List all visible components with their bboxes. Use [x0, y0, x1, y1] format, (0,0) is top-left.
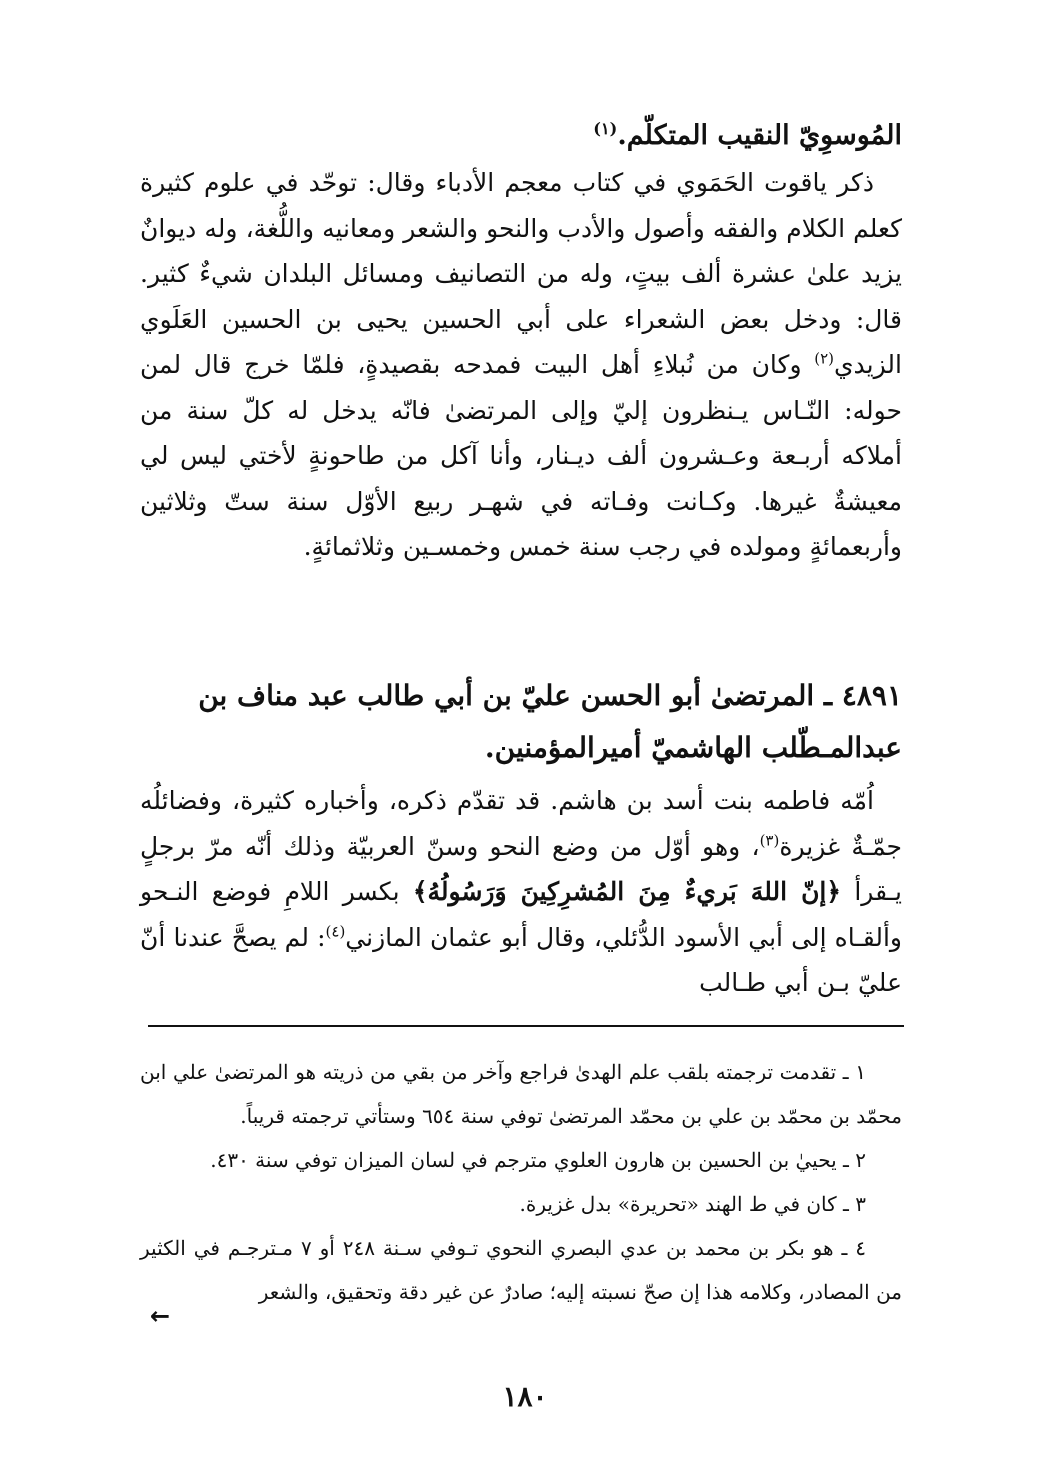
- footnotes: [140, 1050, 902, 1314]
- footnote-ref-3: (٣): [759, 831, 780, 850]
- entry-body-text-2: ، وهو أوّل من وضع النحو وسنّ العربيّة وذلك أنّه مرّ برجلٍ يـقرأ: [140, 831, 903, 906]
- entry-body-text-3: بكسر اللامِ فوضع النـحو وألقـاه إلى أبي الأسود الدُّئلي، وقال أبو عثمان المازني: [140, 877, 902, 952]
- footnote-1: ١ ـ تقدمت ترجمته بلقب علم الهدىٰ فراجع وآخر من بقي من ذريته هو المرتضىٰ علي ابن محمّد بن محمّد بن علي بن محمّد المرتضىٰ توفي سنة ٦٥٤ وستأتي ترجمته قريباً.: [140, 1060, 902, 1128]
- entry-continuation-paragraph-text: ذكر ياقوت الحَمَوي في كتاب معجم الأدباء وقال: توحّد في علوم كثيرة كعلم الكلام والفقه وأصول والأدب والنحو والشعر ومعانيه واللُّغة، وله ديوانٌ يزيد علىٰ عشرة ألف بيتٍ، وله من التصانيف ومسائل البلدان شيءٌ كثير. قال: ودخل بعض الشعراء على أبي الحسين يحيى بن الحسين العَلَوي الزيدي: [140, 168, 902, 379]
- entry-heading: ٤٨٩١ ـ المرتضىٰ أبو الحسن عليّ بن أبي طالب عبد مناف بن عبدالمـطّلب الهاشميّ أميرالمؤمنين.: [198, 679, 902, 764]
- page-number: ١٨٠: [502, 1380, 548, 1413]
- footnote-2: ٢ ـ يحييٰ بن الحسين بن هارون العلوي مترجم في لسان الميزان توفي سنة ٤٣٠.: [210, 1148, 866, 1172]
- entry-continuation: [140, 112, 902, 570]
- continuation-arrow-icon: ←: [150, 1302, 171, 1330]
- footnote-separator: [148, 1025, 904, 1027]
- footnote-4: ٤ ـ هو بكر بن محمد بن عدي البصري النحوي تـوفي سـنة ٢٤٨ أو ٧ مـترجـم في الكثير من المصادر، وكلامه هذا إن صحّ نسبته إليه؛ صادرٌ عن غير دقة وتحقيق، والشعر: [140, 1236, 902, 1304]
- entry-continuation-paragraph-tail: وكان من نُبلاءِ أهل البيت فمدحه بقصيدةٍ، فلمّا خرج قال لمن حوله: النّـاس يـنظرون إليّ وإلى المرتضىٰ فانّه يدخل له كلّ سنة من أملاكه أربـعة وعـشرون ألف ديـنار، وأنا آكل من طاحونةٍ لأختي ليس لي معيشةٌ غيرها. وكـانت وفـاته في شهـر ربيع الأوّل سنة ستّ وثلاثين وأربعمائةٍ ومولده في رجب سنة خمس وخمسـين وثلاثمائةٍ.: [140, 350, 902, 561]
- entry-continuation-paragraph: [140, 160, 902, 570]
- footnote-ref-1: (١): [593, 119, 618, 138]
- entry-body-text-4: : لم يصحَّ عندنا أنّ عليّ بـن أبي طـالب: [140, 922, 902, 997]
- entry-continuation-first-line-text: المُوسوِيّ النقيب المتكلّم.: [617, 120, 902, 151]
- quran-verse: ﴿إنّ اللهَ بَريءٌ مِنَ المُشرِكِينَ وَرَسُولُهُ﴾: [412, 877, 842, 906]
- entry-continuation-first-line: [140, 112, 902, 160]
- entry-body-text-1: اُمّه فاطمه بنت أسد بن هاشم. قد تقدّم ذكره، وأخباره كثيرة، وفضائلُه جمّـةٌ غزيرة: [140, 786, 902, 861]
- footnote-3: ٣ ـ كان في ط الهند «تحريرة» بدل غزيرة.: [519, 1192, 866, 1216]
- entry-body: [140, 778, 902, 1006]
- entry-4891: [140, 670, 902, 1006]
- footnote-ref-4: (٤): [325, 922, 346, 941]
- footnote-ref-2: (٢): [814, 349, 834, 368]
